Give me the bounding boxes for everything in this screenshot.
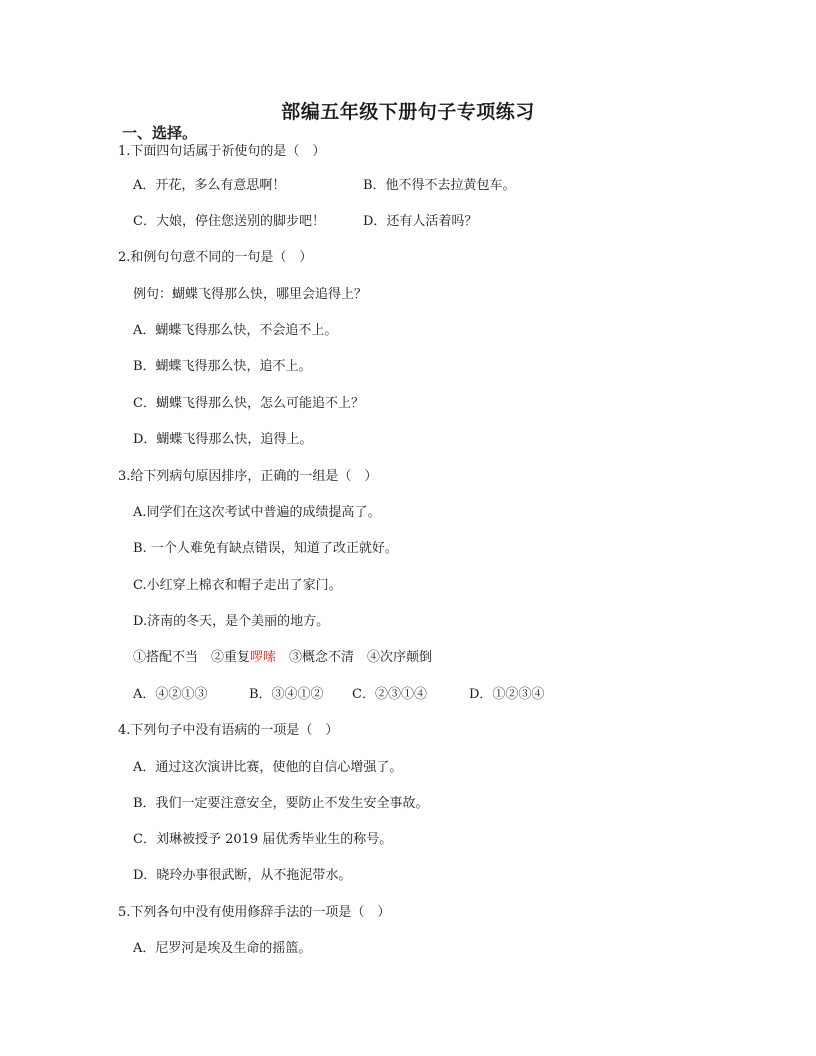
question-4-option-a: A．通过这次演讲比赛，使他的自信心增强了。 [133,760,403,775]
question-2-stem: 2.和例句句意不同的一句是（ ） [118,250,313,265]
question-2-option-c: C．蝴蝶飞得那么快，怎么可能追不上？ [133,396,364,411]
question-4-option-b: B．我们一定要注意安全，要防止不发生安全事故。 [133,796,429,811]
question-3-answer-d: D．①②③④ [469,687,545,702]
question-4-option-c: C．刘琳被授予 2019 届优秀毕业生的称号。 [133,832,393,847]
question-3-answer-b: B．③④①② [249,687,324,702]
question-3-sentence-c: C.小红穿上棉衣和帽子走出了家门。 [133,578,342,593]
section-heading: 一、选择。 [122,124,198,142]
question-3-sentence-b: B. 一个人难免有缺点错误，知道了改正就好。 [133,541,398,556]
question-5-option-a: A．尼罗河是埃及生命的摇篮。 [133,941,312,956]
question-3-reasons-post: ③概念不清 ④次序颠倒 [276,650,433,665]
question-2-option-d: D．蝴蝶飞得那么快，追得上。 [133,432,313,447]
question-1-option-a: A．开花，多么有意思啊！ [133,178,286,193]
question-4-stem: 4.下列句子中没有语病的一项是（ ） [118,723,339,738]
question-3-sentence-d: D.济南的冬天，是个美丽的地方。 [133,614,330,629]
question-5-stem: 5.下列各句中没有使用修辞手法的一项是（ ） [118,905,391,920]
question-3-reasons [133,649,432,667]
question-1-option-b: B．他不得不去拉黄包车。 [363,178,516,193]
question-2-option-b: B．蝴蝶飞得那么快，追不上。 [133,359,312,374]
question-1-option-c: C．大娘，停住您送别的脚步吧！ [133,214,325,229]
question-4-option-d: D．晓玲办事很武断，从不拖泥带水。 [133,868,352,883]
question-2-option-a: A．蝴蝶飞得那么快，不会追不上。 [133,323,338,338]
question-3-reasons-pre: ①搭配不当 ②重复 [133,650,251,665]
question-2-example: 例句：蝴蝶飞得那么快，哪里会追得上？ [133,287,368,302]
question-3-reasons-highlight: 啰嗦 [250,650,277,665]
question-1-stem: 1.下面四句话属于祈使句的是（ ） [118,144,326,159]
question-3-stem: 3.给下列病句原因排序，正确的一组是（ ） [118,469,378,484]
question-3-sentence-a: A.同学们在这次考试中普遍的成绩提高了。 [133,505,381,520]
question-3-answer-a: A．④②①③ [133,687,208,702]
question-3-answer-c: C．②③①④ [352,687,427,702]
question-1-option-d: D．还有人活着吗？ [363,214,478,229]
page-title: 部编五年级下册句子专项练习 [281,101,535,123]
